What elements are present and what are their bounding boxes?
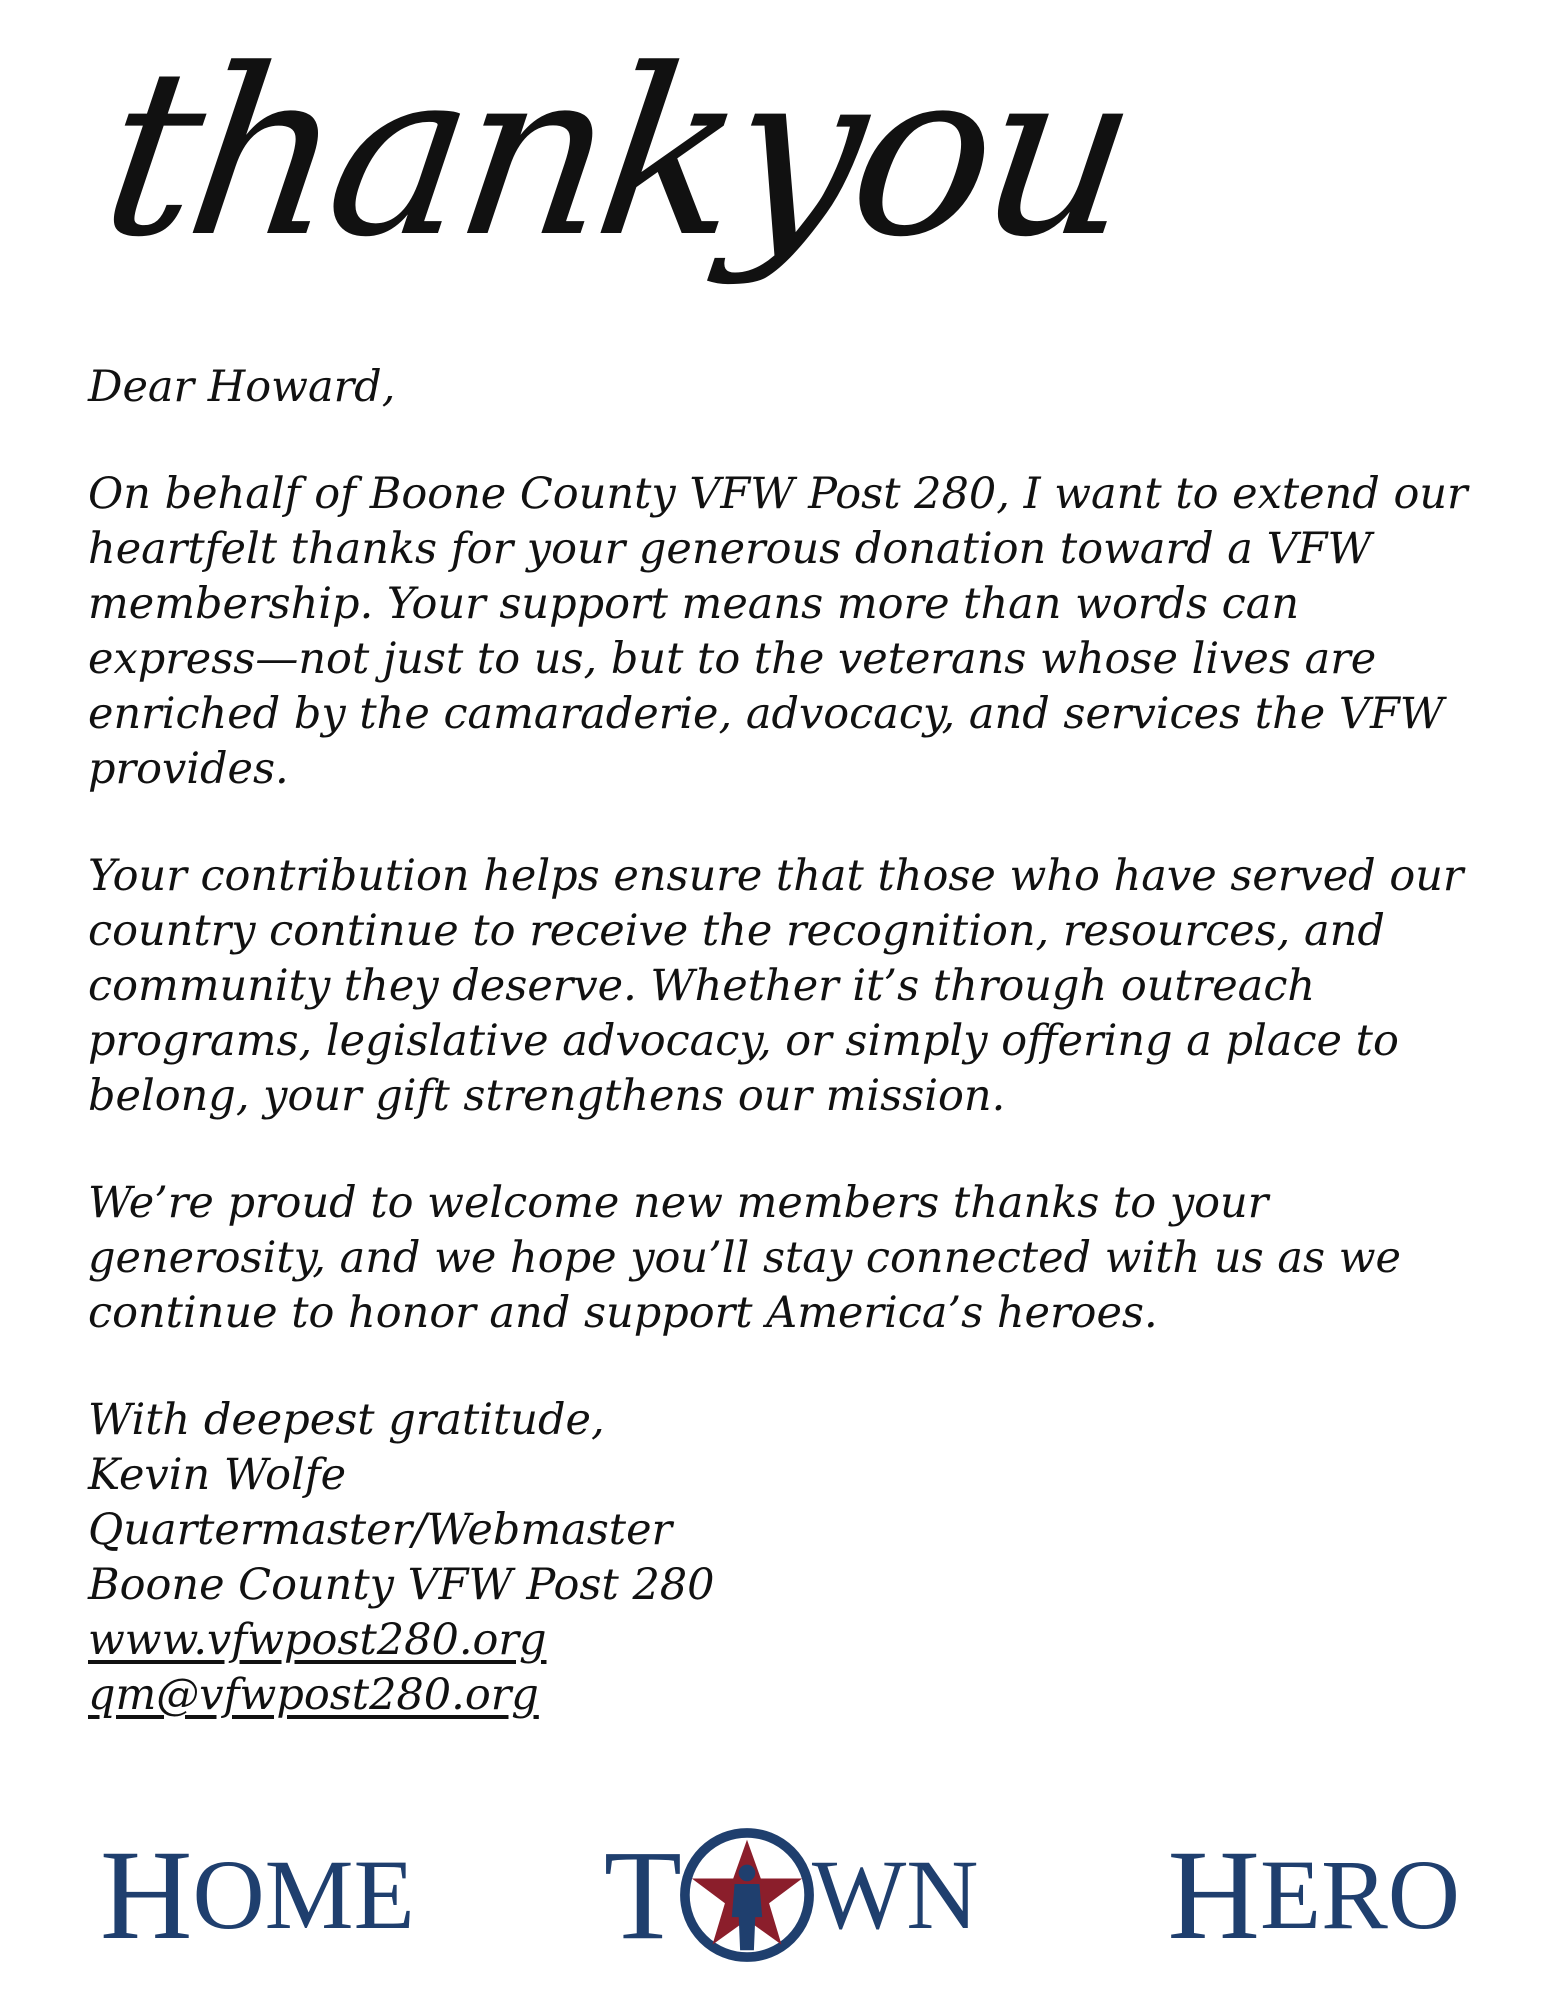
- thank-you-heading: thankyou: [89, 21, 1145, 288]
- logo-word-home: H OME: [100, 1824, 415, 1966]
- email-link[interactable]: qm@vfwpost280.org: [88, 1670, 539, 1720]
- logo-word-town: T WN: [603, 1824, 979, 1966]
- letter-body: [88, 360, 1468, 1723]
- greeting: Dear Howard,: [88, 362, 396, 412]
- hometown-hero-logo: [100, 1820, 1460, 1970]
- signer-org: Boone County VFW Post 280: [88, 1560, 715, 1610]
- paragraph-2: Your contribution helps ensure that those who have served our country continue to receive the recognition, resources, and community they deserve. Whether it’s through outreach programs, legislative advocacy, or simply offering a place to belong, your gift strengthens our mission.: [88, 851, 1464, 1121]
- signature-block: [88, 1393, 1468, 1723]
- paragraph-1: On behalf of Boone County VFW Post 280, I want to extend our heartfelt thanks for your generous donation toward a VFW membership. Your support means more than words can express—not just to us, but to the veterans whose lives are enriched by the camaraderie, advocacy, and services the VFW provides.: [88, 469, 1468, 794]
- star-soldier-icon: [678, 1826, 816, 1964]
- signer-name: Kevin Wolfe: [88, 1450, 347, 1500]
- website-link[interactable]: www.vfwpost280.org: [88, 1615, 547, 1665]
- paragraph-3: We’re proud to welcome new members thanks to your generosity, and we hope you’ll stay connected with us as we continue to honor and support America’s heroes.: [88, 1178, 1401, 1338]
- logo-word-hero: H ERO: [1167, 1824, 1460, 1966]
- signer-title: Quartermaster/Webmaster: [88, 1505, 673, 1555]
- valediction: With deepest gratitude,: [88, 1395, 605, 1445]
